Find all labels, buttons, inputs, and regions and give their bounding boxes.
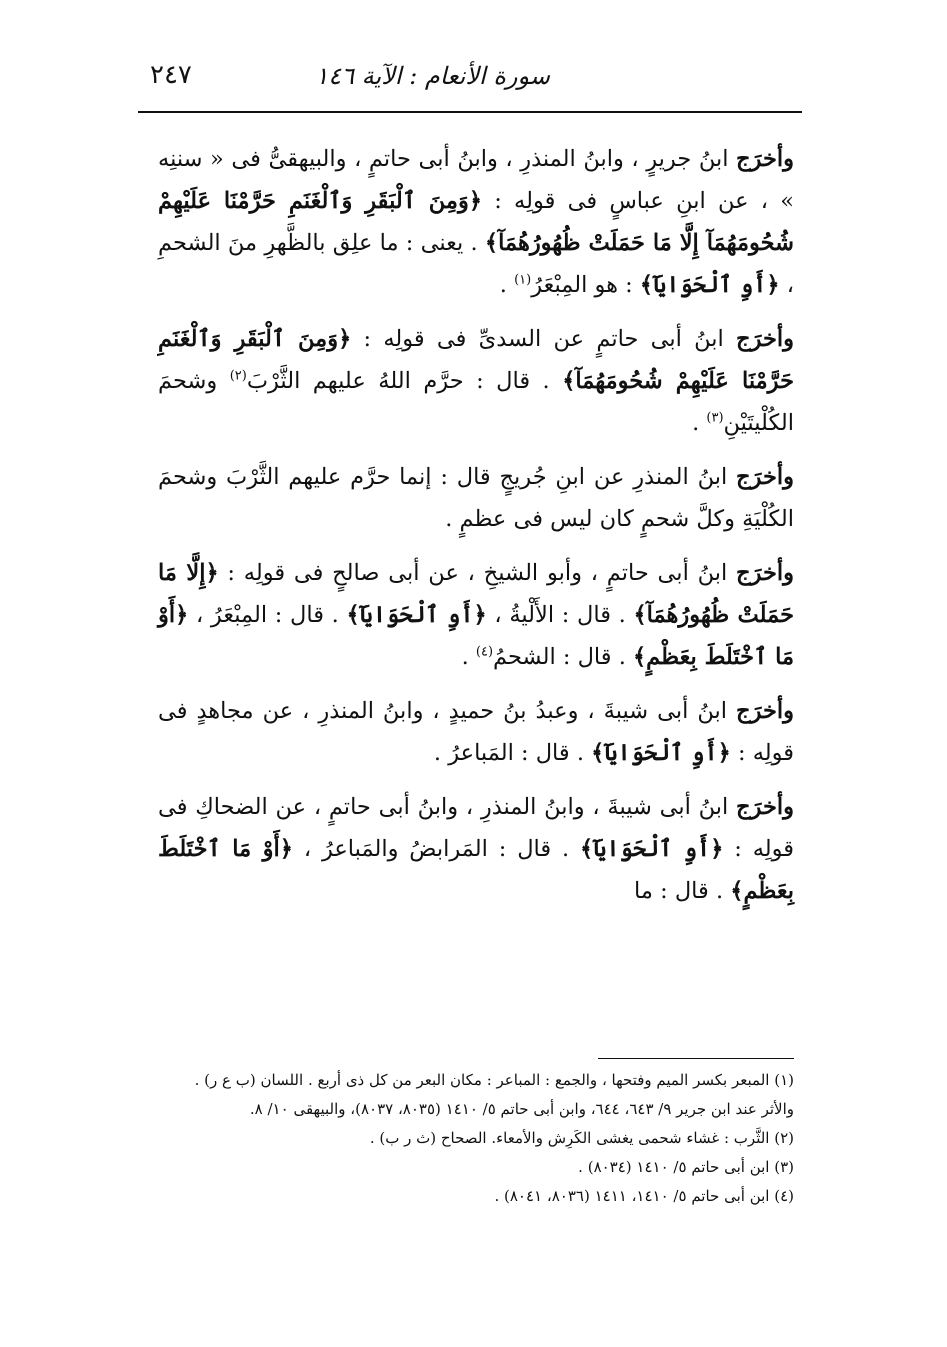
running-title: سورة الأنعام : الآية ١٤٦ (315, 62, 550, 90)
quran-verse: ﴿أَوِ ٱلْحَوَايَآ﴾ (346, 602, 487, 628)
footnotes (150, 1066, 794, 1211)
quran-verse: ﴿وَمِنَ ٱلْبَقَرِ وَٱلْغَنَمِ حَرَّمْنَا عَلَيْهِمْ شُحُومَهُمَآ إِلَّا مَا حَمَلَتْ ظُهُورُهُمَآ﴾ (158, 188, 794, 256)
paragraph-text: . (499, 272, 515, 298)
paragraph-text: . (461, 644, 476, 670)
paragraph-3 (158, 456, 794, 540)
paragraph-6 (158, 786, 794, 912)
paragraph-text: ابنُ أبى حاتمٍ ، وأبو الشيخِ ، عن أبى صالحٍ فى قولِه : (218, 560, 737, 586)
paragraph-text: . قال : المَرابضُ والمَباعرُ ، (292, 836, 581, 862)
paragraph-text: . (692, 410, 707, 436)
quran-verse: ﴿وَمِنَ ٱلْبَقَرِ وَٱلْغَنَمِ حَرَّمْنَا عَلَيْهِمْ شُحُومَهُمَآ﴾ (158, 326, 794, 394)
footnote-3: (٣) ابن أبى حاتم ٥/ ١٤١٠ (٨٠٣٤) . (578, 1158, 794, 1176)
paragraph-text: ابنُ المنذرِ عن ابنِ جُريجٍ قال : إنما حرَّم عليهم الثَّرْبَ وشحمَ الكُلْيَةِ وكلَّ شحمٍ كان ليس فى عظمٍ . (158, 464, 794, 532)
paragraph-text: وشحمَ الكُلْيتَيْنِ (158, 368, 794, 436)
paragraph-text: . قال : المِبْعَرُ ، (188, 602, 347, 628)
paragraph-2 (158, 318, 794, 444)
quran-verse: ﴿أَوْ مَا ٱخْتَلَطَ بِعَظْمٍ﴾ (158, 602, 794, 670)
paragraph-text: : هو المِبْعَرُ (531, 272, 640, 298)
footnote-marker: (٢) (229, 368, 247, 384)
footnote-marker: (٤) (475, 644, 494, 660)
paragraph-text: . قال : حرَّم اللهُ عليهم الثَّرْبَ (246, 368, 563, 394)
footnote-marker: (٣) (706, 410, 724, 426)
paragraph-lead: وأخرَج (736, 794, 794, 820)
paragraph-text: . قال : المَباعرُ . (433, 740, 592, 766)
paragraph-lead: وأخرَج (736, 698, 794, 724)
paragraph-text: . قال : ما (634, 878, 731, 904)
footnote-1-continued: والأثر عند ابن جرير ٩/ ٦٤٣، ٦٤٤، وابن أبى حاتم ٥/ ١٤١٠ (٨٠٣٥، ٨٠٣٧)، والبيهقى ١٠/ ٨. (249, 1100, 794, 1118)
quran-verse: ﴿أَوِ ٱلْحَوَايَآ﴾ (639, 272, 780, 298)
paragraph-text: ابنُ أبى حاتمٍ عن السدىِّ فى قولِه : (351, 326, 737, 352)
paragraph-text: . قال : الأَلْيةُ ، (486, 602, 634, 628)
quran-verse: ﴿أَوِ ٱلْحَوَايَآ﴾ (580, 836, 724, 862)
paragraph-text: . يعنى : ما علِق بالظَّهرِ منَ الشحمِ ، (158, 230, 794, 298)
paragraph-4 (158, 552, 794, 678)
quran-verse: ﴿إِلَّا مَا حَمَلَتْ ظُهُورُهُمَآ﴾ (158, 560, 794, 628)
paragraph-lead: وأخرَج (736, 464, 794, 490)
paragraph-lead: وأخرَج (736, 326, 794, 352)
main-text (158, 138, 794, 924)
page-number: ٢٤٧ (150, 60, 192, 90)
footnote-marker: (١) (514, 272, 532, 288)
footnote-separator (598, 1058, 794, 1059)
paragraph-text: ابنُ جريرٍ ، وابنُ المنذرِ ، وابنُ أبى حاتمٍ ، والبيهقىُّ فى « سننِه » ، عن ابنِ عباسٍ فى قولِه : (158, 146, 794, 214)
footnote-1: (١) المبعر بكسر الميم وفتحها ، والجمع : المباعر : مكان البعر من كل ذى أربع . اللسان (ب ع ر) . (194, 1071, 794, 1089)
paragraph-lead: وأخرَج (736, 146, 794, 172)
footnote-2: (٢) الثَّرب : غشاء شحمى يغشى الكَرِش والأمعاء. الصحاح (ث ر ب) . (369, 1129, 794, 1147)
quran-verse: ﴿أَوْ مَا ٱخْتَلَطَ بِعَظْمٍ﴾ (158, 836, 794, 904)
page-header (140, 58, 800, 98)
paragraph-1 (158, 138, 794, 306)
quran-verse: ﴿أَوِ ٱلْحَوَايَآ﴾ (591, 740, 731, 766)
paragraph-5 (158, 690, 794, 774)
footnote-4: (٤) ابن أبى حاتم ٥/ ١٤١٠، ١٤١١ (٨٠٣٦، ٨٠٤١) . (494, 1187, 794, 1205)
paragraph-text: ابنُ أبى شيبةَ ، وعبدُ بنُ حميدٍ ، وابنُ المنذرِ ، عن مجاهدٍ فى قولِه : (158, 698, 794, 766)
paragraph-text: ابنُ أبى شيبةَ ، وابنُ المنذرِ ، وابنُ أبى حاتمٍ ، عن الضحاكِ فى قولِه : (158, 794, 795, 862)
paragraph-lead: وأخرَج (736, 560, 794, 586)
paragraph-text: . قال : الشحمُ (493, 644, 633, 670)
header-rule (138, 111, 802, 113)
